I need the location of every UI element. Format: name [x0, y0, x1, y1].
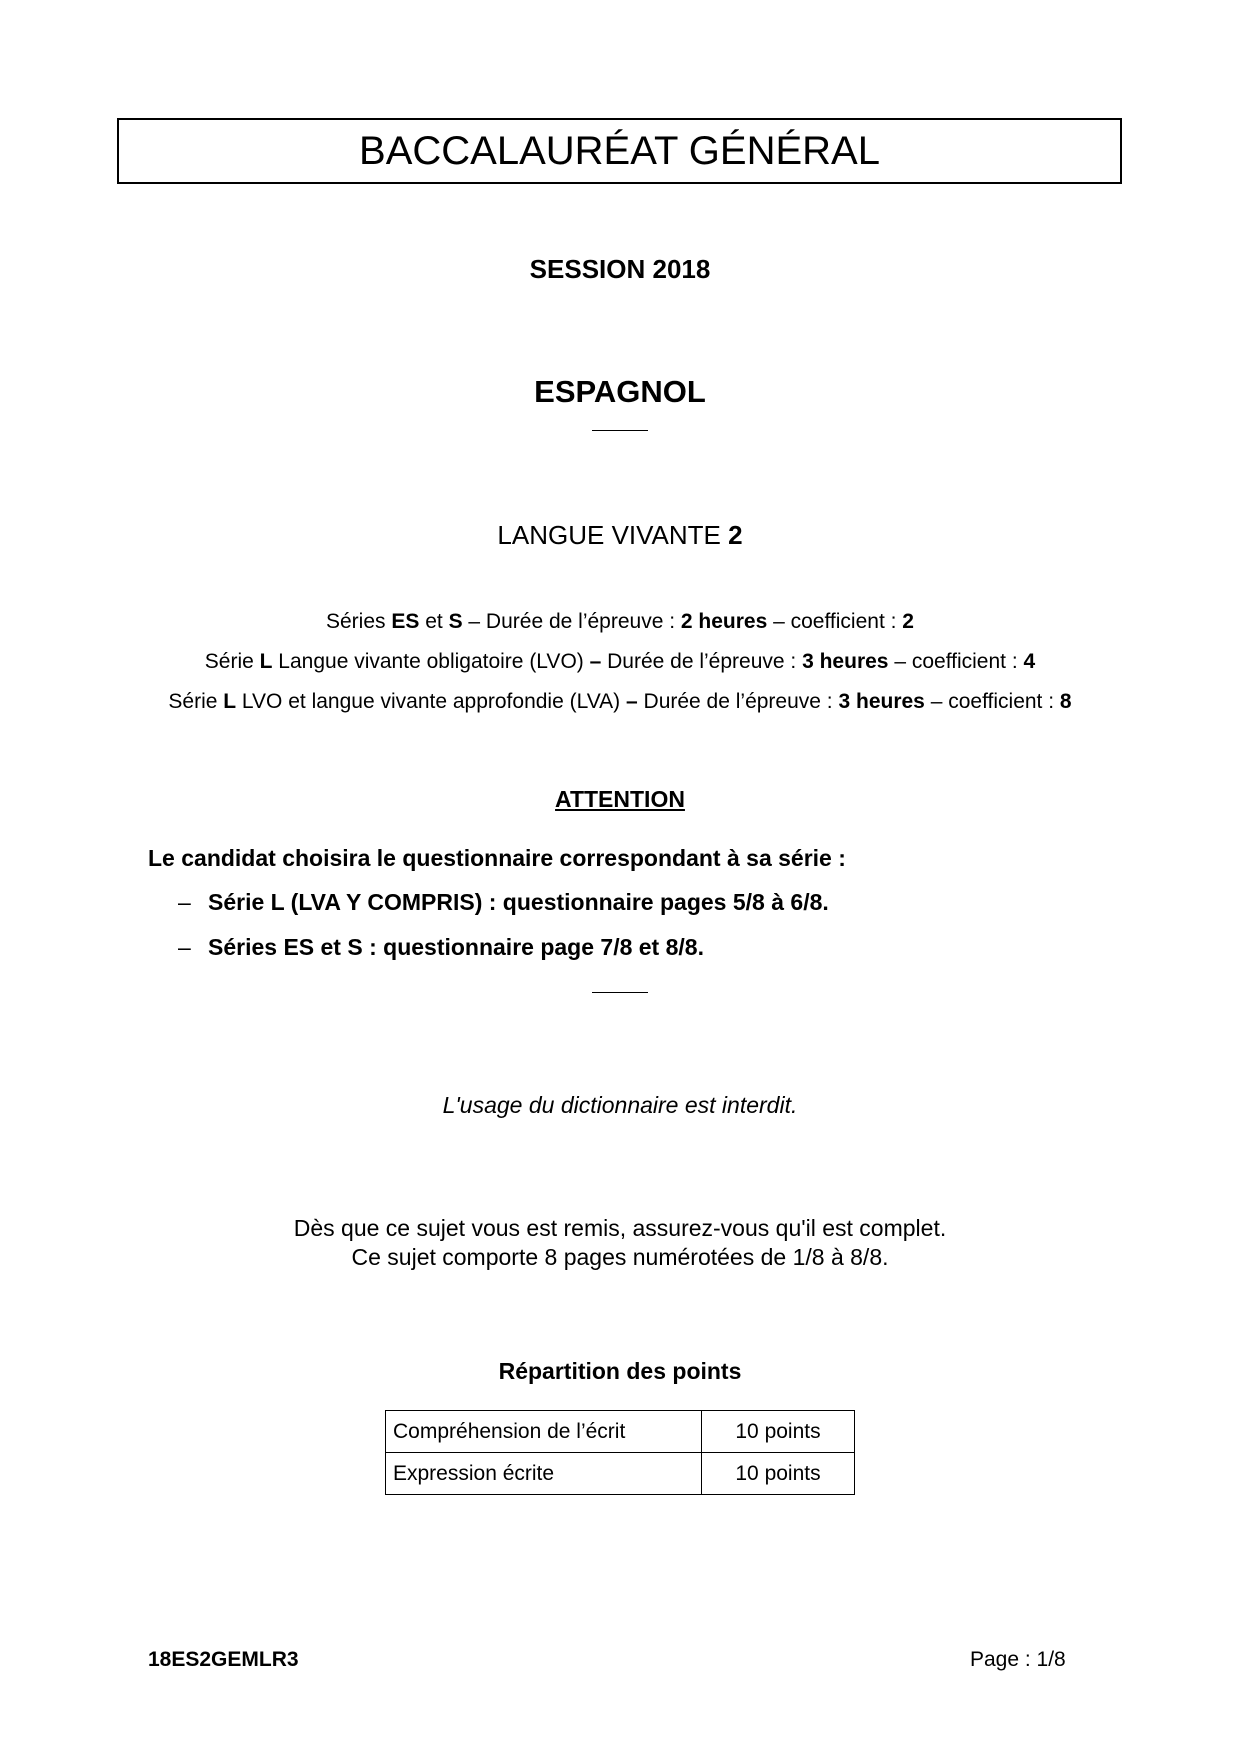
list-item-text: Séries ES et S : questionnaire page 7/8 et 8/8.	[208, 934, 704, 960]
dash-marker: –	[178, 934, 191, 960]
session-label: SESSION 2018	[529, 254, 711, 284]
series-text-run: Séries	[326, 610, 392, 633]
series-text-run: – coefficient :	[888, 650, 1024, 673]
series-text-run: Langue vivante obligatoire (LVO)	[272, 650, 590, 673]
series-text-run: Série	[168, 690, 224, 713]
series-text-run: ES	[391, 610, 420, 633]
dictionary-notice: L'usage du dictionnaire est interdit.	[442, 1092, 798, 1118]
footer-exam-code: 18ES2GEMLR3	[148, 1648, 299, 1671]
exam-title-box	[117, 118, 1122, 184]
points-table	[385, 1410, 855, 1495]
series-text-run: Durée de l’épreuve :	[601, 650, 803, 673]
table-cell-label: Expression écrite	[386, 1453, 702, 1495]
series-text-run: Durée de l’épreuve :	[637, 690, 839, 713]
series-text-run: – Durée de l’épreuve :	[462, 610, 681, 633]
list-item	[178, 889, 829, 916]
series-text-run: – coefficient :	[767, 610, 903, 633]
completeness-notice-line1: Dès que ce sujet vous est remis, assurez-vous qu'il est complet.	[293, 1215, 947, 1241]
series-text-run: 8	[1059, 690, 1072, 713]
table-cell-points: 10 points	[702, 1411, 855, 1453]
subject-divider	[592, 430, 648, 431]
series-text-run: 2	[902, 610, 914, 633]
attention-divider	[592, 992, 648, 993]
series-text-run: S	[448, 610, 463, 633]
series-text-run: Série	[204, 650, 260, 673]
table-row	[386, 1453, 855, 1495]
series-line-1	[0, 610, 1240, 634]
series-text-run: 3 heures	[802, 650, 889, 673]
series-line-2	[0, 650, 1240, 674]
attention-instruction: Le candidat choisira le questionnaire correspondant à sa série :	[148, 845, 846, 871]
points-table-title: Répartition des points	[498, 1358, 742, 1384]
footer-page-number: Page : 1/8	[970, 1648, 1066, 1671]
list-item	[178, 934, 704, 961]
series-text-run: –	[626, 690, 638, 713]
langue-vivante-heading	[0, 520, 1240, 551]
dash-marker: –	[178, 889, 191, 915]
list-item-text: Série L (LVA Y COMPRIS) : questionnaire pages 5/8 à 6/8.	[208, 889, 829, 915]
series-text-run: LVO et langue vivante approfondie (LVA)	[236, 690, 626, 713]
langue-prefix: LANGUE VIVANTE	[497, 520, 729, 550]
series-text-run: 2 heures	[680, 610, 768, 633]
table-cell-label: Compréhension de l’écrit	[386, 1411, 702, 1453]
table-row	[386, 1411, 855, 1453]
table-cell-points: 10 points	[702, 1453, 855, 1495]
series-text-run: 4	[1023, 650, 1036, 673]
series-text-run: L	[223, 690, 237, 713]
series-text-run: –	[589, 650, 602, 673]
subject-title: ESPAGNOL	[534, 374, 706, 409]
series-text-run: – coefficient :	[924, 690, 1060, 713]
series-text-run: et	[419, 610, 449, 633]
series-text-run: 3 heures	[838, 690, 925, 713]
attention-heading: ATTENTION	[555, 786, 685, 812]
exam-title: BACCALAURÉAT GÉNÉRAL	[359, 128, 880, 173]
series-line-3	[0, 690, 1240, 714]
completeness-notice-line2: Ce sujet comporte 8 pages numérotées de 1/8 à 8/8.	[351, 1244, 889, 1270]
series-text-run: L	[259, 650, 273, 673]
langue-number: 2	[728, 520, 743, 550]
